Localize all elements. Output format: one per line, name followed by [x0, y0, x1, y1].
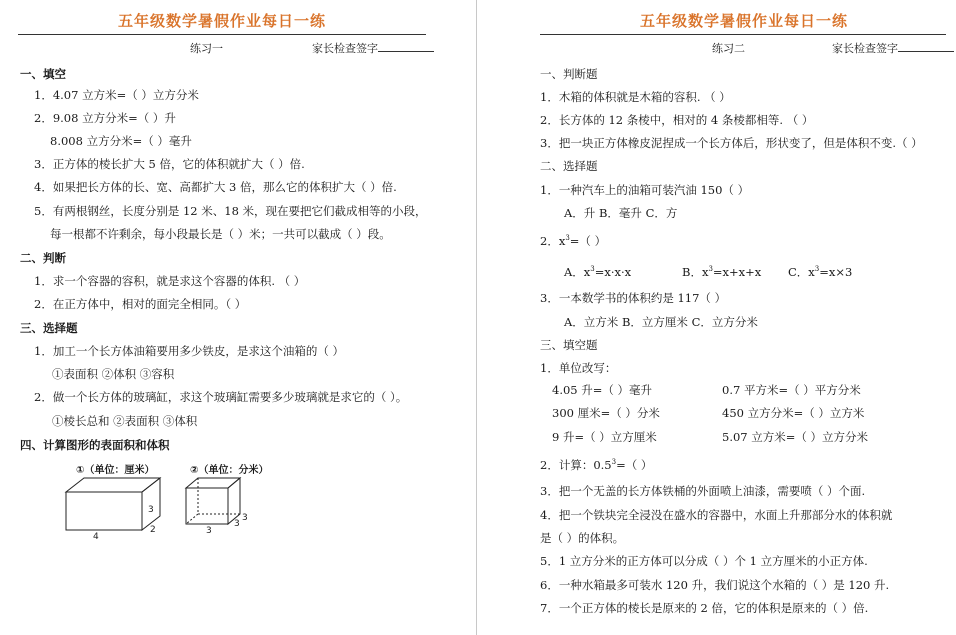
section-heading: 一、判断题: [540, 67, 598, 81]
question-text: =（ ）: [616, 458, 653, 472]
question: 2．9.08 立方分米=（ ）升: [34, 111, 176, 125]
section-heading: 三、选择题: [20, 321, 78, 335]
figure-1-label: ①（单位：厘米）: [76, 465, 155, 476]
question: [540, 233, 606, 249]
cuboid-top-face: [66, 478, 160, 492]
question: 6．一种水箱最多可装水 120 升，我们说这个水箱的（ ）是 120 升.: [540, 578, 890, 592]
cuboid-side-face: [142, 478, 160, 530]
exponent: 3: [590, 265, 595, 274]
question: 是（ ）的体积。: [540, 531, 625, 545]
cuboid-figure: [60, 474, 170, 540]
question: 1．加工一个长方体油箱要用多少铁皮，是求这个油箱的（ ）: [34, 344, 344, 358]
unit-conversion: 5.07 立方米=（ ）立方分米: [722, 430, 869, 444]
worksheet-page-left: [0, 0, 470, 635]
question: [540, 457, 652, 473]
exponent: 3: [611, 458, 617, 467]
cuboid-front-face: [66, 492, 142, 530]
cube-side-face: [228, 478, 240, 524]
cube-edge-label: 3: [234, 519, 240, 529]
cuboid-width-label: 2: [150, 525, 156, 535]
question: 1．求一个容器的容积，就是求这个容器的体积. （ ）: [34, 274, 306, 288]
answer-option-c: [788, 264, 852, 280]
question-text: =（ ）: [569, 234, 607, 248]
section-heading: 四、计算图形的表面积和体积: [20, 438, 170, 452]
question: 1．一种汽车上的油箱可装汽油 150（ ）: [540, 183, 750, 197]
option-text: B．x: [682, 265, 709, 279]
parent-signature-field: [312, 40, 434, 56]
cube-edge-label: 3: [206, 526, 212, 534]
question: 2．长方体的 12 条棱中，相对的 4 条棱都相等. （ ）: [540, 113, 814, 127]
question: 5．1 立方分米的正方体可以分成（ ）个 1 立方厘米的小正方体.: [540, 554, 868, 568]
cube-edge-label: 3: [242, 513, 248, 523]
question: 4．如果把长方体的长、宽、高都扩大 3 倍，那么它的体积扩大（ ）倍.: [34, 180, 397, 194]
option-text: C．x: [788, 265, 815, 279]
title-rule: [540, 34, 946, 35]
cube-top-face: [186, 478, 240, 488]
answer-option-a: [564, 264, 631, 280]
page-title: 五年级数学暑假作业每日一练: [118, 12, 327, 30]
question-text: 2．x: [540, 234, 566, 248]
question: 2．做一个长方体的玻璃缸，求这个玻璃缸需要多少玻璃就是求它的（ ）。: [34, 390, 408, 404]
unit-conversion: 450 立方分米=（ ）立方米: [722, 406, 865, 420]
figure-2-label: ②（单位：分米）: [190, 465, 269, 476]
question: 1．木箱的体积就是木箱的容积. （ ）: [540, 90, 731, 104]
cube-figure: [180, 474, 252, 534]
question: 1．单位改写：: [540, 361, 617, 375]
title-rule: [18, 34, 426, 35]
signature-line[interactable]: [898, 42, 954, 52]
answer-options: A．升 B．毫升 C．方: [564, 206, 678, 220]
worksheet-page-right: [482, 0, 956, 635]
question: 3．一本数学书的体积约是 117（ ）: [540, 291, 727, 305]
question: 5．有两根钢丝，长度分别是 12 米、18 米，现在要把它们截成相等的小段，: [34, 204, 427, 218]
answer-option-b: [682, 264, 761, 280]
unit-conversion: 0.7 平方米=（ ）平方分米: [722, 383, 861, 397]
page-title: 五年级数学暑假作业每日一练: [640, 12, 849, 30]
question: 2．在正方体中，相对的面完全相同。（ ）: [34, 297, 247, 311]
cube-front-face: [186, 488, 228, 524]
section-heading: 一、填空: [20, 67, 66, 81]
parent-signature-label: 家长检查签字: [832, 42, 898, 55]
exponent: 3: [708, 265, 713, 274]
section-heading: 三、填空题: [540, 338, 598, 352]
parent-signature-label: 家长检查签字: [312, 42, 378, 55]
parent-signature-field: [832, 40, 954, 56]
answer-options: ①表面积 ②体积 ③容积: [52, 367, 175, 381]
unit-conversion: 300 厘米=（ ）分米: [552, 406, 660, 420]
cuboid-height-label: 3: [148, 505, 154, 515]
question-text: 2．计算：0.5: [540, 458, 612, 472]
question: 3．把一块正方体橡皮泥捏成一个长方体后，形状变了，但是体积不变.（ ）: [540, 136, 923, 150]
exponent: 3: [565, 234, 570, 243]
answer-options: A．立方米 B．立方厘米 C．立方分米: [564, 315, 758, 329]
option-text: =x+x+x: [712, 265, 762, 279]
option-text: =x·x·x: [594, 265, 632, 279]
question: 4．把一个铁块完全浸没在盛水的容器中，水面上升那部分水的体积就: [540, 508, 893, 522]
section-heading: 二、选择题: [540, 159, 598, 173]
exercise-label: 练习二: [712, 42, 745, 55]
question: 7．一个正方体的棱长是原来的 2 倍，它的体积是原来的（ ）倍.: [540, 601, 869, 615]
exercise-label: 练习一: [190, 42, 223, 55]
option-text: A．x: [564, 265, 591, 279]
page-divider: [476, 0, 477, 635]
cuboid-length-label: 4: [93, 532, 99, 540]
exponent: 3: [814, 265, 820, 274]
question: 3．把一个无盖的长方体铁桶的外面喷上油漆，需要喷（ ）个面.: [540, 484, 866, 498]
signature-line[interactable]: [378, 42, 434, 52]
question: 每一根都不许剩余，每小段最长是（ ）米；一共可以截成（ ）段。: [50, 227, 391, 241]
option-text: =x×3: [819, 265, 853, 279]
unit-conversion: 9 升=（ ）立方厘米: [552, 430, 657, 444]
question: 1．4.07 立方米=（ ）立方分米: [34, 88, 199, 102]
unit-conversion: 4.05 升=（ ）毫升: [552, 383, 653, 397]
question: 3．正方体的棱长扩大 5 倍，它的体积就扩大（ ）倍.: [34, 157, 305, 171]
question: 8.008 立方分米=（ ）毫升: [50, 134, 192, 148]
answer-options: ①棱长总和 ②表面积 ③体积: [52, 414, 198, 428]
section-heading: 二、判断: [20, 251, 66, 265]
